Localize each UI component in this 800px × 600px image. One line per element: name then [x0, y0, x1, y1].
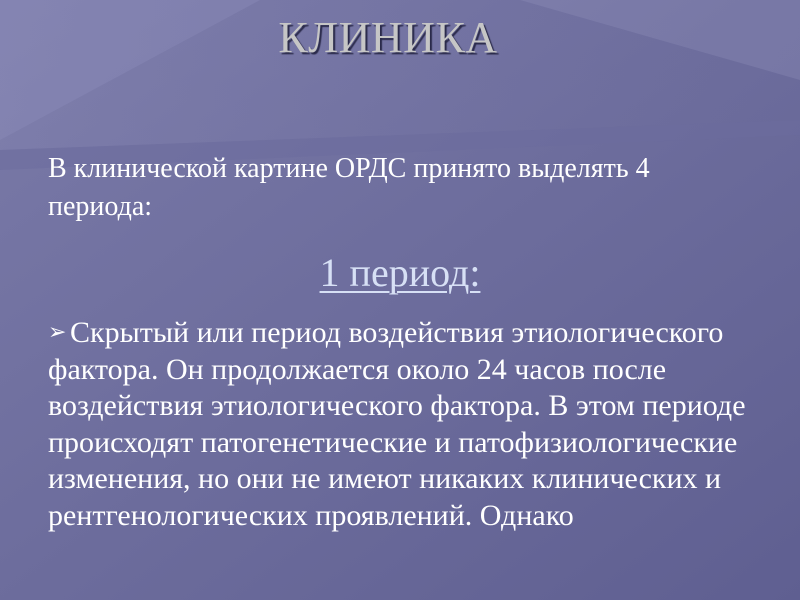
slide-title: КЛИНИКА — [278, 13, 498, 62]
arrow-bullet-icon: ➢ — [48, 319, 67, 344]
bullet-paragraph — [48, 314, 768, 534]
intro-text: В клинической картине ОРДС принято выделять 4 периода: — [48, 153, 650, 222]
bullet-text: Скрытый или период воздействия этиологического фактора. Он продолжается около 24 часов после воздействия этиологического фактора. В этом периоде происходят патогенетические и патофизиологические изменения, но они не имеют никаких клинических и рентгенологических проявлений. Однако — [48, 316, 746, 532]
period-heading — [0, 248, 800, 298]
period-heading-label: 1 период: — [319, 250, 481, 295]
